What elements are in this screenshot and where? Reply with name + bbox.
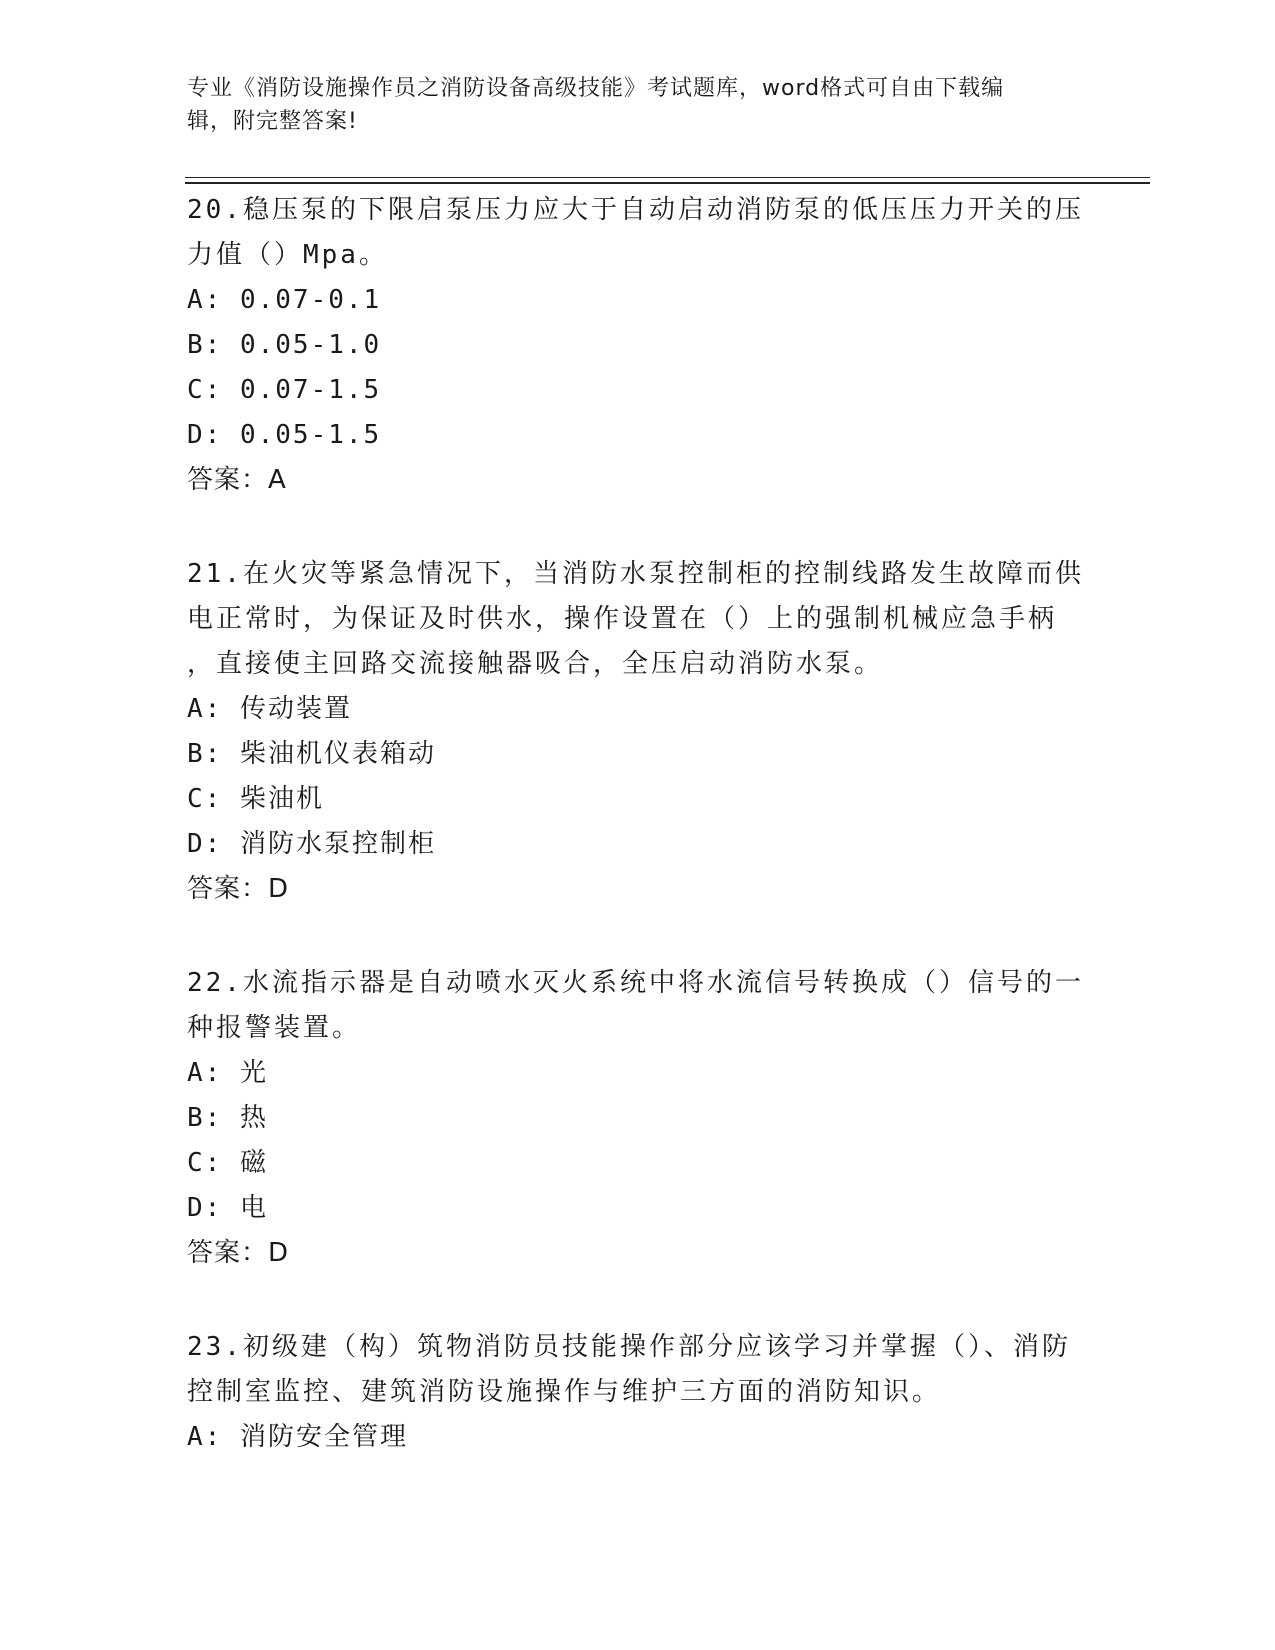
option-c: C: 磁 — [187, 1148, 268, 1178]
option-a: A: 消防安全管理 — [187, 1422, 408, 1452]
option-d: D: 电 — [187, 1193, 268, 1223]
option-a: A: 0.07-0.1 — [187, 285, 382, 315]
header-line-1: 专业《消防设施操作员之消防设备高级技能》考试题库，word格式可自由下载编 — [187, 76, 1005, 101]
question-stem-line: 力值（）Mpa。 — [187, 240, 388, 270]
question-22 — [187, 961, 1087, 1276]
option-b: B: 0.05-1.0 — [187, 330, 382, 360]
header-divider-thick — [185, 182, 1150, 184]
option-b: B: 热 — [187, 1103, 268, 1133]
question-stem-line: ，直接使主回路交流接触器吸合，全压启动消防水泵。 — [187, 649, 884, 679]
option-d: D: 消防水泵控制柜 — [187, 829, 436, 859]
question-20 — [187, 188, 1087, 503]
question-list — [187, 188, 1087, 1460]
option-a: A: 光 — [187, 1058, 268, 1088]
option-b: B: 柴油机仪表箱动 — [187, 739, 436, 769]
question-stem-line: 20.稳压泵的下限启泵压力应大于自动启动消防泵的低压压力开关的压 — [187, 195, 1084, 225]
question-stem-line: 种报警装置。 — [187, 1013, 362, 1043]
header-line-2: 辑，附完整答案! — [187, 109, 358, 134]
question-21 — [187, 552, 1087, 912]
answer-line: 答案：D — [187, 874, 290, 904]
question-stem-line: 电正常时，为保证及时供水，操作设置在（）上的强制机械应急手柄 — [187, 604, 1058, 634]
option-a: A: 传动装置 — [187, 694, 352, 724]
answer-line: 答案：A — [187, 465, 287, 495]
question-stem-line: 23.初级建（构）筑物消防员技能操作部分应该学习并掌握（）、消防 — [187, 1332, 1071, 1362]
question-stem-line: 21.在火灾等紧急情况下，当消防水泵控制柜的控制线路发生故障而供 — [187, 559, 1084, 589]
question-23 — [187, 1325, 1087, 1460]
question-stem-line: 22.水流指示器是自动喷水灭火系统中将水流信号转换成（）信号的一 — [187, 968, 1084, 998]
question-stem-line: 控制室监控、建筑消防设施操作与维护三方面的消防知识。 — [187, 1377, 942, 1407]
answer-line: 答案：D — [187, 1238, 290, 1268]
option-d: D: 0.05-1.5 — [187, 420, 382, 450]
header-divider-thin — [185, 177, 1150, 178]
document-header — [187, 72, 1067, 138]
option-c: C: 0.07-1.5 — [187, 375, 382, 405]
option-c: C: 柴油机 — [187, 784, 324, 814]
